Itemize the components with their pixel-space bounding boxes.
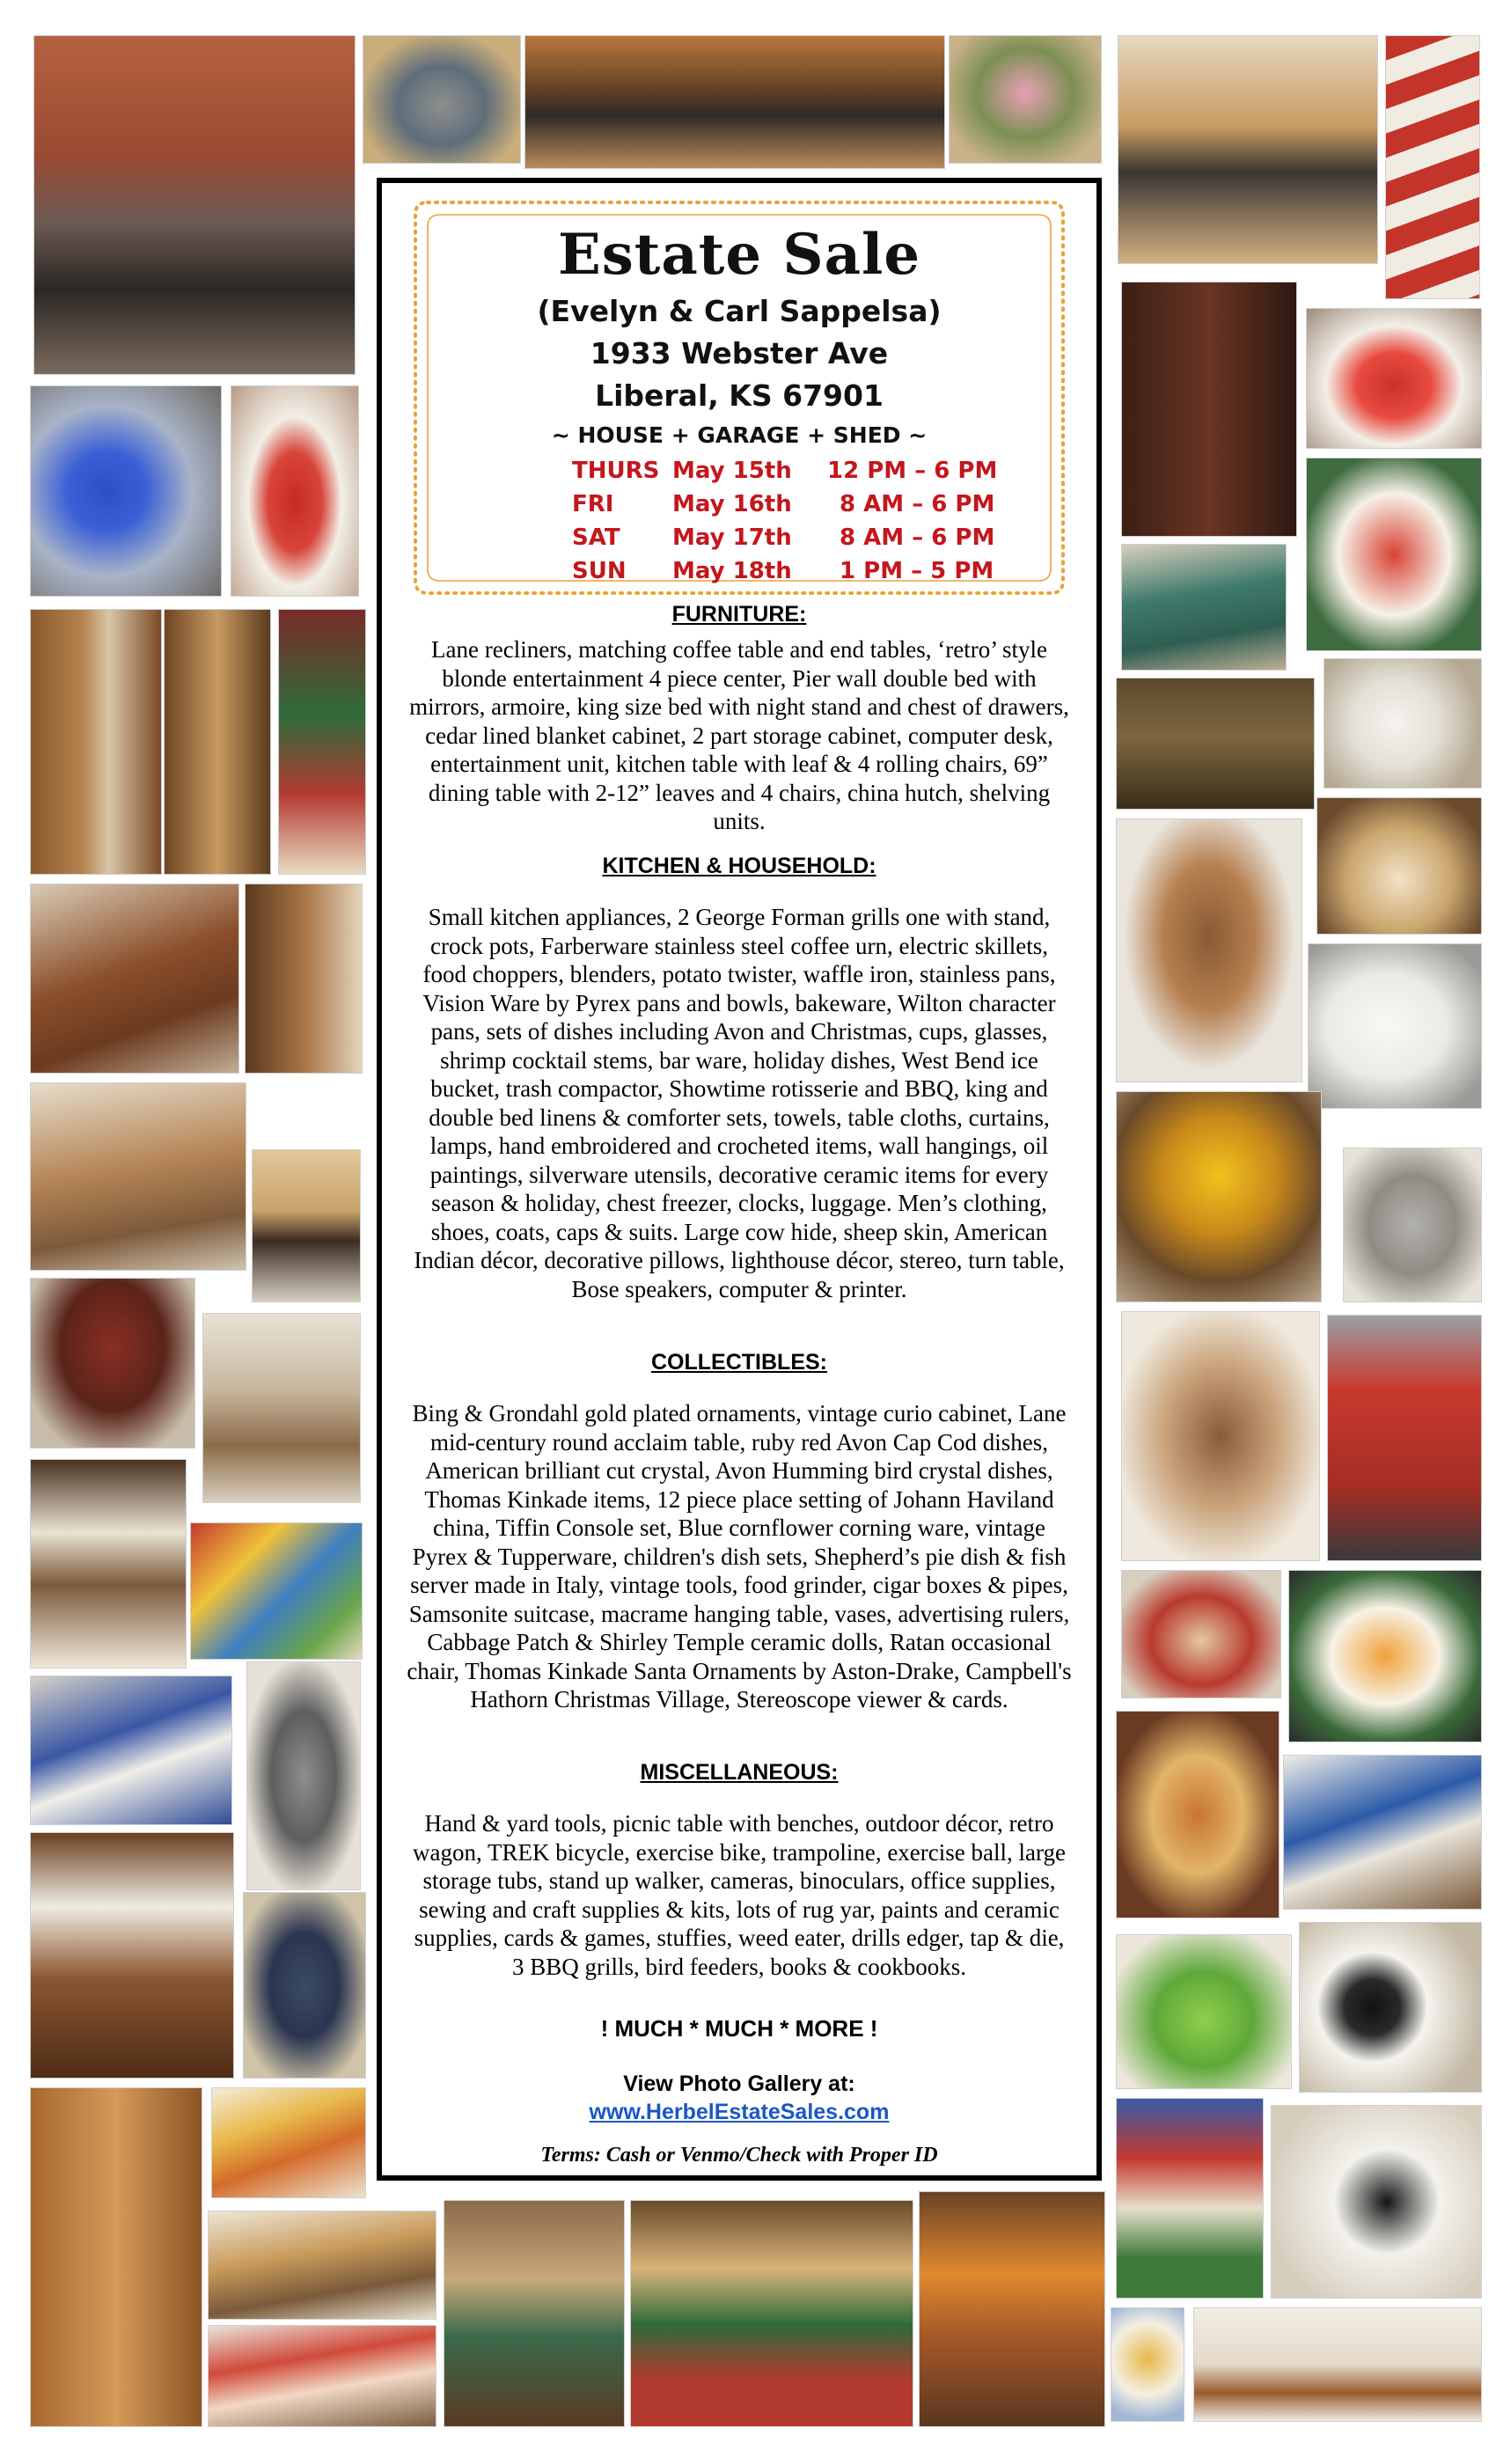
sale-locations: ~ HOUSE + GARAGE + SHED ~ [551, 422, 928, 448]
photo-native-figurines [1121, 1311, 1320, 1561]
photo-ghosts [1308, 943, 1482, 1109]
schedule-date: May 18th [672, 558, 792, 584]
photo-scarecrow-dolls [1116, 1711, 1280, 1918]
photo-ceramic-bowl [1316, 797, 1482, 935]
photo-blue-glassware [30, 385, 222, 597]
collectibles-heading: COLLECTIBLES: [651, 1350, 827, 1375]
photo-entertainment-center [1118, 35, 1378, 264]
photo-baseballs [1324, 658, 1482, 788]
photo-curio-shelves [30, 609, 162, 875]
photo-teddy-bears [1116, 818, 1302, 1082]
payment-terms: Terms: Cash or Venmo/Check with Proper ID [540, 2144, 938, 2167]
photo-village-paintings [1116, 2098, 1264, 2299]
photo-elephant-stool [363, 35, 521, 164]
schedule-day: FRI [572, 491, 614, 517]
owner-names: (Evelyn & Carl Sappelsa) [537, 294, 942, 328]
photo-armoire [30, 2087, 202, 2427]
schedule-date: May 16th [672, 491, 792, 517]
kitchen-list: Small kitchen appliances, 2 George Forman grills one with stand, crock pots, Farberware stainless steel coffee urn, electric skillets, food choppers, blenders, potato twister, waffle iron, stainless pans, Vision Ware by Pyrex pans and bowls, bakeware, Wilton character pans, sets of dishes including Avon and Christmas, cups, glasses, shrimp cocktail stems, bar ware, holiday dishes, West Bend ice bucket, trash compactor, Showtime rotisserie and BBQ, king and double bed linens & comforter sets, towels, table cloths, curtains, lamps, hand embroidered and crocheted items, wall hangings, oil paintings, silverware utensils, decorative ceramic items for every season & holiday, chest freezer, clocks, luggage. Men’s clothing, shoes, coats, caps & suits. Large cow hide, sheep skin, American Indian décor, decorative pillows, lighthouse décor, stereo, turn table, Bose speakers, computer & printer. [414, 904, 1065, 1302]
photo-cabbage-dolls [208, 2325, 436, 2427]
photo-santa-figurine [231, 385, 359, 597]
photo-birdhouses [444, 2200, 625, 2427]
photo-green-suitcase [1121, 544, 1287, 671]
photo-trunk [1116, 678, 1315, 810]
sale-info-panel [377, 178, 1102, 2181]
photo-china-cabinet [30, 1459, 187, 1668]
photo-tool-chest [1327, 1315, 1482, 1561]
photo-kitchen-table [30, 1082, 246, 1271]
photo-fall-decor [919, 2191, 1105, 2427]
photo-christmas-shelves [630, 2200, 913, 2427]
sale-title: Estate Sale [557, 222, 921, 288]
photo-mrs-claus [1306, 458, 1482, 651]
photo-rocking-horse [1121, 1570, 1281, 1698]
gallery-label: View Photo Gallery at: [623, 2072, 855, 2096]
photo-corner-cabinet [245, 884, 363, 1074]
photo-stone-elephant [1343, 1148, 1482, 1302]
schedule-day: THURS [572, 458, 660, 484]
photo-cow-figurines [1299, 1922, 1482, 2093]
schedule-day: SAT [572, 524, 620, 551]
city-address: Liberal, KS 67901 [595, 378, 884, 413]
photo-turtle-stool [949, 35, 1102, 164]
furniture-heading: FURNITURE: [671, 602, 807, 627]
photo-green-dishes [1116, 1934, 1292, 2089]
schedule-time: 8 AM – 6 PM [840, 491, 995, 517]
photo-tree-wall-hanging [278, 609, 366, 875]
photo-circus-painting [190, 1522, 363, 1660]
furniture-list: Lane recliners, matching coffee table and end tables, ‘retro’ style blonde entertainment 4 piece center, Pier wall double bed with mirrors, armoire, king size bed with night stand and chest of drawers, cedar lined blanket cabinet, 2 part storage cabinet, computer desk, entertainment unit, kitchen table with leaf & 4 rolling chairs, 69” dining table with 2-12” leaves and 4 chairs, china hutch, shelving units. [409, 636, 1069, 834]
photo-santa-couple [1306, 308, 1482, 449]
photo-tupperware [211, 2087, 366, 2198]
kitchen-heading: KITCHEN & HOUSEHOLD: [602, 854, 876, 878]
photo-dark-cabinet [1121, 282, 1297, 537]
photo-table-lamp [252, 1149, 361, 1302]
photo-glass-cabinet [164, 609, 271, 875]
much-more-banner: ! MUCH * MUCH * MORE ! [600, 2015, 878, 2042]
schedule-date: May 15th [672, 458, 792, 484]
street-address: 1933 Webster Ave [590, 336, 889, 370]
photo-cow-pitcher [1271, 2105, 1482, 2299]
header-box [408, 195, 1070, 600]
schedule-date: May 17th [672, 524, 792, 551]
photo-wall-shelf-village [1193, 2307, 1482, 2422]
photo-halloween-figures [1288, 1570, 1482, 1742]
schedule-day: SUN [572, 558, 627, 584]
photo-hutch [30, 1832, 234, 2079]
schedule-time: 12 PM – 6 PM [827, 458, 998, 484]
photo-blue-willow-china [30, 1676, 232, 1825]
photo-calendar-boxes [202, 1313, 361, 1503]
photo-toy-train [524, 35, 945, 169]
misc-list: Hand & yard tools, picnic table with benches, outdoor décor, retro wagon, TREK bicycle, exercise bike, trampoline, exercise ball, large storage tubs, stand up walker, cameras, binoculars, office supplies, sewing and craft supplies & kits, lots of rug yar, paints and ceramic supplies, cards & games, stuffies, weed eater, drills edger, tap & die, 3 BBQ grills, bird feeders, books & cookbooks. [413, 1810, 1066, 1980]
schedule-time: 1 PM – 5 PM [840, 558, 994, 584]
photo-lighthouse [1385, 35, 1480, 299]
schedule-time: 8 AM – 6 PM [840, 524, 995, 551]
photo-sunflower-dolls [1116, 1091, 1322, 1302]
gallery-link[interactable]: www.HerbelEstateSales.com [589, 2100, 890, 2124]
collectibles-list: Bing & Grondahl gold plated ornaments, vintage curio cabinet, Lane mid-century round acclaim table, ruby red Avon Cap Cod dishes, American brilliant cut crystal, Avon Humming bird crystal dishes, Thomas Kinkade items, 12 piece place setting of Johann Haviland china, Tiffin Console set, Blue cornflower corning ware, vintage Pyrex & Tupperware, children's dish sets, Shepherd’s pie dish & fish server made in Italy, vintage tools, food grinder, cigar boxes & pipes, Samsonite suitcase, macrame hanging table, vases, advertising rulers, Cabbage Patch & Shirley Temple ceramic dolls, Ratan occasional chair, Thomas Kinkade Santa Ornaments by Aston-Drake, Campbell's Hathorn Christmas Village, Stereoscope viewer & cards. [407, 1400, 1072, 1712]
photo-fireplace [33, 35, 356, 375]
photo-angel-ornament [1111, 2307, 1184, 2422]
photo-ceramic-animals [208, 2211, 436, 2320]
photo-dining-table [30, 884, 239, 1074]
photo-round-table [30, 1278, 195, 1448]
misc-heading: MISCELLANEOUS: [640, 1760, 839, 1785]
photo-recliner [243, 1892, 366, 2079]
photo-decanters [1283, 1755, 1482, 1910]
photo-statue-of-liberty [246, 1661, 361, 1890]
